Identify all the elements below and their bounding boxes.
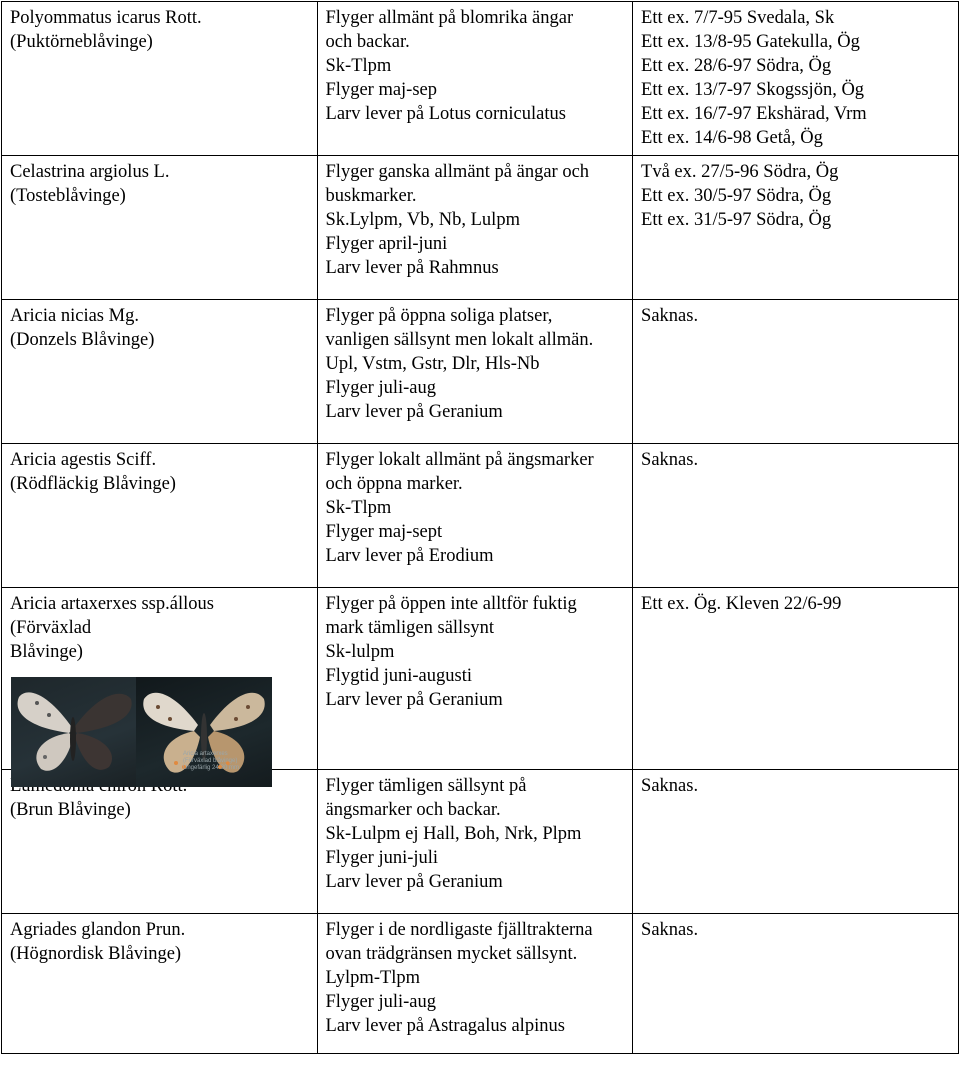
species-name: Aricia nicias Mg. [10,306,139,326]
photo-caption-line: Ungefärlig 24-30 mm [183,765,240,771]
table-row [2,770,959,914]
species-cell [2,914,318,1054]
species-name: (Förväxlad [10,618,92,638]
description-line: buskmarker. [325,186,417,206]
species-cell [2,444,318,588]
description-line: ängsmarker och backar. [325,800,501,820]
record-line: Saknas. [641,920,699,940]
description-cell [317,914,633,1054]
species-name: (Tosteblåvinge) [10,186,126,206]
species-name: (Puktörneblåvinge) [10,32,153,52]
record-line: Saknas. [641,776,699,796]
records-cell [633,588,959,770]
record-line: Saknas. [641,450,699,470]
description-line: Flyger maj-sep [325,80,438,100]
description-line: Flyger maj-sept [325,522,443,542]
species-cell [2,156,318,300]
record-line: Saknas. [641,306,699,326]
description-line: Flyger ganska allmänt på ängar och [325,162,590,182]
description-line: Flyger juli-aug [325,992,436,1012]
description-line: Sk-Tlpm [325,498,392,518]
description-line: Sk-lulpm [325,642,395,662]
table-row [2,444,959,588]
species-cell [2,2,318,156]
description-line: Larv lever på Erodium [325,546,494,566]
records-cell [633,444,959,588]
record-line: Två ex. 27/5-96 Södra, Ög [641,162,839,182]
species-name: Aricia artaxerxes ssp.állous [10,594,214,614]
species-name: Celastrina argiolus L. [10,162,170,182]
description-line: Larv lever på Geranium [325,872,503,892]
species-table [1,1,959,1054]
records-cell [633,156,959,300]
species-name: (Högnordisk Blåvinge) [10,944,182,964]
description-line: vanligen sällsynt men lokalt allmän. [325,330,594,350]
table-row [2,914,959,1054]
species-cell [2,300,318,444]
record-line: Ett ex. 30/5-97 Södra, Ög [641,186,832,206]
table-row [2,2,959,156]
record-line: Ett ex. 28/6-97 Södra, Ög [641,56,832,76]
species-name: (Rödfläckig Blåvinge) [10,474,176,494]
species-name: Blåvinge) [10,642,83,662]
description-line: Lylpm-Tlpm [325,968,421,988]
species-cell [2,770,318,914]
record-line: Ett ex. Ög. Kleven 22/6-99 [641,594,842,614]
description-line: och backar. [325,32,410,52]
description-line: Flyger på öppna soliga platser, [325,306,553,326]
description-line: Sk-Lulpm ej Hall, Boh, Nrk, Plpm [325,824,582,844]
records-cell [633,2,959,156]
description-cell [317,2,633,156]
description-line: Larv lever på Astragalus alpinus [325,1016,565,1036]
description-line: Larv lever på Geranium [325,402,503,422]
species-name: Aricia agestis Sciff. [10,450,157,470]
photo-caption-line: Aricia artaxerxes [183,751,228,757]
table-row [2,300,959,444]
species-name: (Brun Blåvinge) [10,800,131,820]
description-line: Larv lever på Geranium [325,690,503,710]
record-line: Ett ex. 13/7-97 Skogssjön, Ög [641,80,865,100]
photo-caption [183,751,239,772]
description-cell [317,770,633,914]
description-line: och öppna marker. [325,474,463,494]
description-cell [317,300,633,444]
description-line: Flyger lokalt allmänt på ängsmarker [325,450,594,470]
record-line: Ett ex. 14/6-98 Getå, Ög [641,128,823,148]
butterfly-photo [11,677,272,787]
species-name: Agriades glandon Prun. [10,920,186,940]
description-cell [317,444,633,588]
record-line: Ett ex. 13/8-95 Gatekulla, Ög [641,32,860,52]
description-line: Flyger juli-aug [325,378,436,398]
record-line: Ett ex. 31/5-97 Södra, Ög [641,210,832,230]
record-line: Ett ex. 7/7-95 Svedala, Sk [641,8,835,28]
record-line: Ett ex. 16/7-97 Ekshärad, Vrm [641,104,867,124]
description-line: Flyger på öppen inte alltför fuktig [325,594,577,614]
description-line: Flyger april-juni [325,234,448,254]
description-line: Flygtid juni-augusti [325,666,472,686]
description-cell [317,588,633,770]
butterfly-underside-image [11,677,136,787]
species-name: (Donzels Blåvinge) [10,330,155,350]
species-name: Polyommatus icarus Rott. [10,8,202,28]
description-line: mark tämligen sällsynt [325,618,495,638]
table-row [2,156,959,300]
photo-caption-line: (Förväxlad blåvinge) [183,758,238,764]
description-line: ovan trädgränsen mycket sällsynt. [325,944,578,964]
description-line: Flyger juni-juli [325,848,439,868]
description-line: Sk.Lylpm, Vb, Nb, Lulpm [325,210,520,230]
description-line: Flyger allmänt på blomrika ängar [325,8,574,28]
records-cell [633,300,959,444]
description-cell [317,156,633,300]
description-line: Flyger tämligen sällsynt på [325,776,527,796]
description-line: Sk-Tlpm [325,56,392,76]
description-line: Flyger i de nordligaste fjälltrakterna [325,920,593,940]
description-line: Larv lever på Lotus corniculatus [325,104,566,124]
records-cell [633,914,959,1054]
records-cell [633,770,959,914]
description-line: Upl, Vstm, Gstr, Dlr, Hls-Nb [325,354,540,374]
description-line: Larv lever på Rahmnus [325,258,499,278]
